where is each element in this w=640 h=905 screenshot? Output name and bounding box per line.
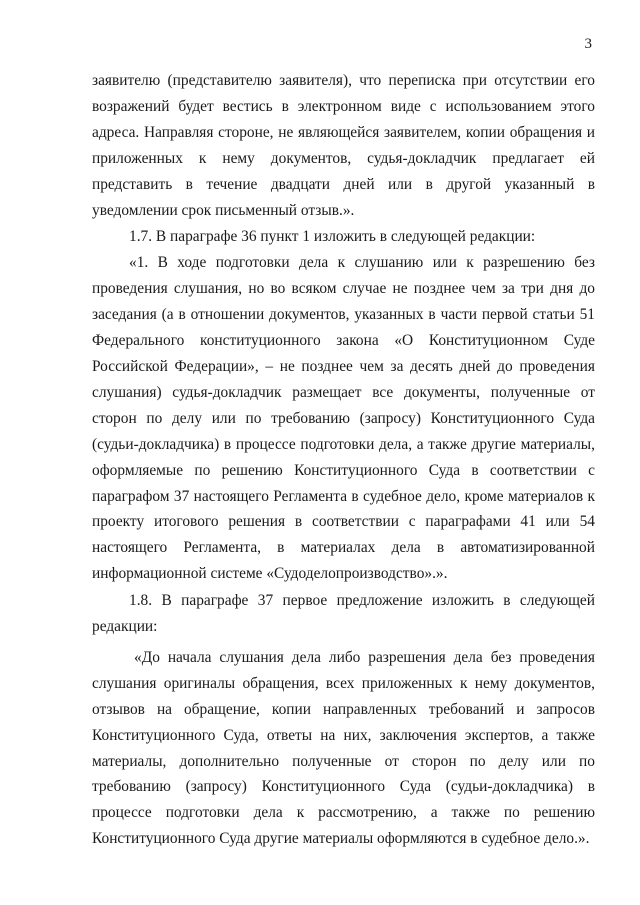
paragraph-item-1-8: 1.8. В параграфе 37 первое предложение изложить в следующей редакции: <box>92 592 595 636</box>
paragraph-quote-1: «1. В ходе подготовки дела к слушанию или к разрешению без проведения слушания, но во всяком случае не позднее чем за три дня до заседания (а в отношении документов, указанных в части первой статьи 51 Федерального конституционного закона «О Конституционном Суде Российской Федерации», – не позднее чем за десять дней до проведения слушания) судья-докладчик размещает все документы, полученные от сторон по делу или по требованию (запросу) Конституционного Суда (судьи-докладчика) в процессе подготовки дела, а также другие материалы, оформляемые по решению Конституционного Суда в соответствии с параграфом 37 настоящего Регламента в судебное дело, кроме материалов к проекту итогового решения в соответствии с параграфами 41 или 54 настоящего Регламента, в материалах дела в автоматизированной информационной системе «Судоделопроизводство».». <box>92 254 595 583</box>
paragraph-quote-2: «До начала слушания дела либо разрешения дела без проведения слушания оригиналы обращения, всех приложенных к нему документов, отзывов на обращение, копии направленных требований и запросов Конституционного Суда, ответы на них, заключения экспертов, а также материалы, дополнительно полученные от сторон по делу или по требованию (запросу) Конституционного Суда (судьи-докладчика) в процессе подготовки дела к рассмотрению, а также по решению Конституционного Суда другие материалы оформляются в судебное дело.». <box>92 648 595 848</box>
page-number: 3 <box>584 36 592 52</box>
paragraph-item-1-7: 1.7. В параграфе 36 пункт 1 изложить в следующей редакции: <box>129 228 536 246</box>
document-body <box>92 68 595 852</box>
paragraph-continuation: заявителю (представителю заявителя), что переписка при отсутствии его возражений будет вестись в электронном виде с использованием этого адреса. Направляя стороне, не являющейся заявителем, копии обращения и приложенных к нему документов, судья-докладчик предлагает ей представить в течение двадцати дней или в другой указанный в уведомлении срок письменный отзыв.». <box>92 72 595 219</box>
